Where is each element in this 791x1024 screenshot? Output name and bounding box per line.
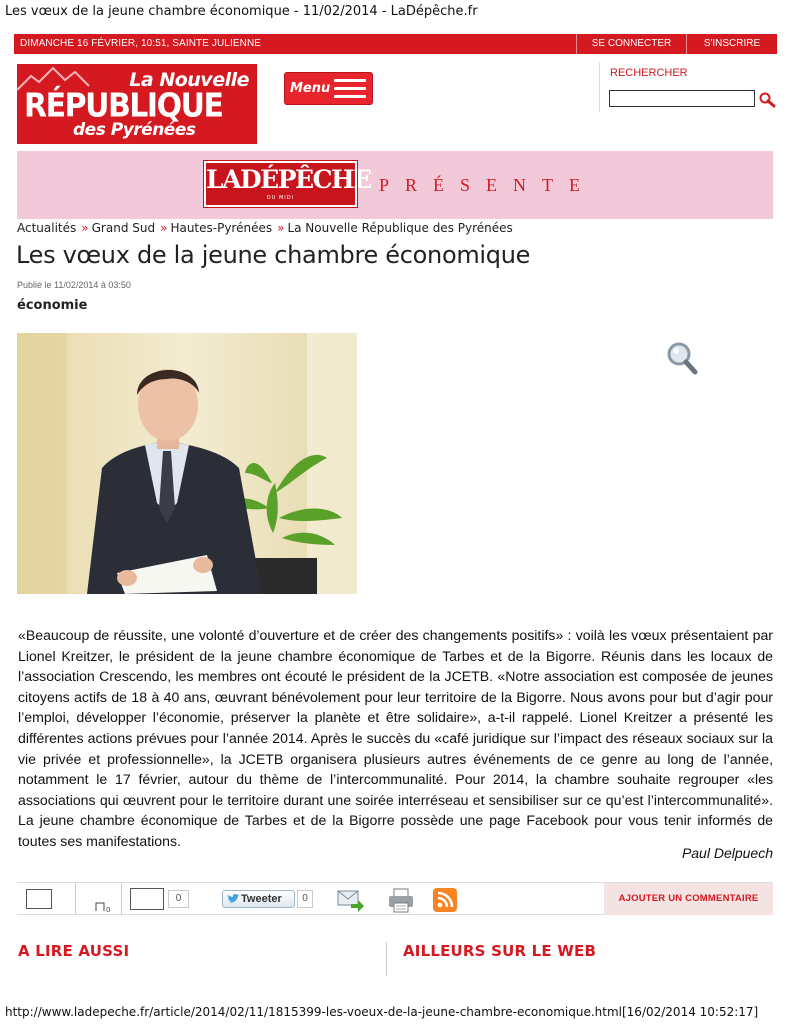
share-bar xyxy=(17,882,773,915)
speaker-photo xyxy=(17,333,357,594)
login-link[interactable]: SE CONNECTER xyxy=(576,34,686,54)
print-page-title: Les vœux de la jeune chambre économique - 11/02/2014 - LaDépêche.fr xyxy=(5,4,478,19)
add-comment-button[interactable]: AJOUTER UN COMMENTAIRE xyxy=(604,883,773,915)
svg-text:0: 0 xyxy=(106,906,111,913)
like-box[interactable] xyxy=(130,888,164,910)
divider xyxy=(75,883,76,915)
page-title: Les vœux de la jeune chambre économique xyxy=(16,241,531,269)
ladepeche-banner[interactable] xyxy=(17,151,773,219)
print-page-url: http://www.ladepeche.fr/article/2014/02/11/1815399-les-voeux-de-la-jeune-chambre-economique.html[16/02/2014 10:52:17] xyxy=(5,1005,759,1019)
breadcrumb-item-nrp[interactable]: La Nouvelle République des Pyrénées xyxy=(287,221,513,235)
menu-button[interactable] xyxy=(284,72,373,105)
zoom-icon[interactable] xyxy=(666,341,698,375)
article-photo[interactable] xyxy=(17,333,357,594)
breadcrumb-item-hautes-pyrenees[interactable]: Hautes-Pyrénées xyxy=(170,221,273,235)
search-label: RECHERCHER xyxy=(610,67,688,79)
breadcrumb-item-grand-sud[interactable]: Grand Sud xyxy=(91,221,156,235)
twitter-bird-icon xyxy=(227,894,239,904)
site-logo[interactable] xyxy=(17,64,257,144)
presente-text: PRÉSENTE xyxy=(379,175,597,195)
read-also-heading: A LIRE AUSSI xyxy=(18,942,130,960)
print-icon[interactable] xyxy=(388,887,414,913)
search-icon[interactable] xyxy=(758,91,776,108)
divider xyxy=(121,883,122,915)
logo-line-2: RÉPUBLIQUE xyxy=(24,87,223,126)
search-area xyxy=(599,62,777,112)
breadcrumb xyxy=(17,221,513,235)
share-box[interactable] xyxy=(26,889,52,909)
current-date: DIMANCHE 16 FÉVRIER, 10:51, SAINTE JULIENNE xyxy=(20,38,262,49)
logo-line-1: La Nouvelle xyxy=(129,69,249,91)
publish-date: Publié le 11/02/2014 à 03:50 xyxy=(17,280,131,290)
ladepeche-brand-sub: DU MIDI xyxy=(266,195,295,201)
section-divider xyxy=(386,942,387,976)
rss-glyph-icon xyxy=(433,888,457,912)
hamburger-icon xyxy=(334,79,366,99)
tweet-button[interactable] xyxy=(222,890,295,908)
tweet-count: 0 xyxy=(297,890,313,908)
breadcrumb-separator: » xyxy=(277,221,285,235)
logo-line-3: des Pyrénées xyxy=(73,120,196,140)
search-input[interactable] xyxy=(609,90,755,107)
rss-icon[interactable] xyxy=(433,888,457,912)
tweet-label: Tweeter xyxy=(241,893,282,905)
like-count: 0 xyxy=(168,890,189,908)
elsewhere-heading: AILLEURS SUR LE WEB xyxy=(403,942,597,960)
category-label[interactable]: économie xyxy=(17,298,88,313)
breadcrumb-item-actualites[interactable]: Actualités xyxy=(17,221,77,235)
article-body: «Beaucoup de réussite, une volonté d’ouverture et de créer des changements positifs» : voilà les vœux présentaient par Lionel Kreitzer, le président de la jeune chambre économique de Tarbes et de la Bigorre. Réunis dans les locaux de l’association Crescendo, les membres ont écouté le président de la JCETB. «Notre association est composée de jeunes citoyens actifs de 18 à 40 ans, œuvrant bénévolement pour leur territoire de la Bigorre. Nous avons pour but d’agir pour l’emploi, développer l’économie, préserver la planète et être solidaire», a-t-il rappelé. Lionel Kreitzer a présenté les différentes actions prévues pour l’année 2014. Après le succès du «café juridique sur l’impact des réseaux sociaux sur la vie privée et professionnelle», la JCETB organisera plusieurs autres événements de ce genre au long de l’année, notamment le 17 février, autour du thème de l’intercommunalité. Pour 2014, la chambre souhaite regrouper «les associations qui œuvrent pour le territoire durant une soirée interréseau et sensibiliser sur ce qu’est l’intercommunalité». La jeune chambre économique de Tarbes et de la Bigorre possède une page Facebook pour vous tenir informés de toutes ses manifestations. xyxy=(18,627,773,849)
plusone-icon[interactable] xyxy=(94,899,114,913)
article-author: Paul Delpuech xyxy=(681,845,773,861)
ladepeche-brand: LADÉPÊCHE xyxy=(206,165,371,194)
signup-link[interactable]: S'INSCRIRE xyxy=(686,34,777,54)
breadcrumb-separator: » xyxy=(160,221,168,235)
breadcrumb-separator: » xyxy=(81,221,89,235)
menu-label: Menu xyxy=(290,81,331,96)
ladepeche-logo xyxy=(204,161,371,207)
email-share-icon[interactable] xyxy=(337,888,365,912)
top-bar xyxy=(14,34,777,54)
